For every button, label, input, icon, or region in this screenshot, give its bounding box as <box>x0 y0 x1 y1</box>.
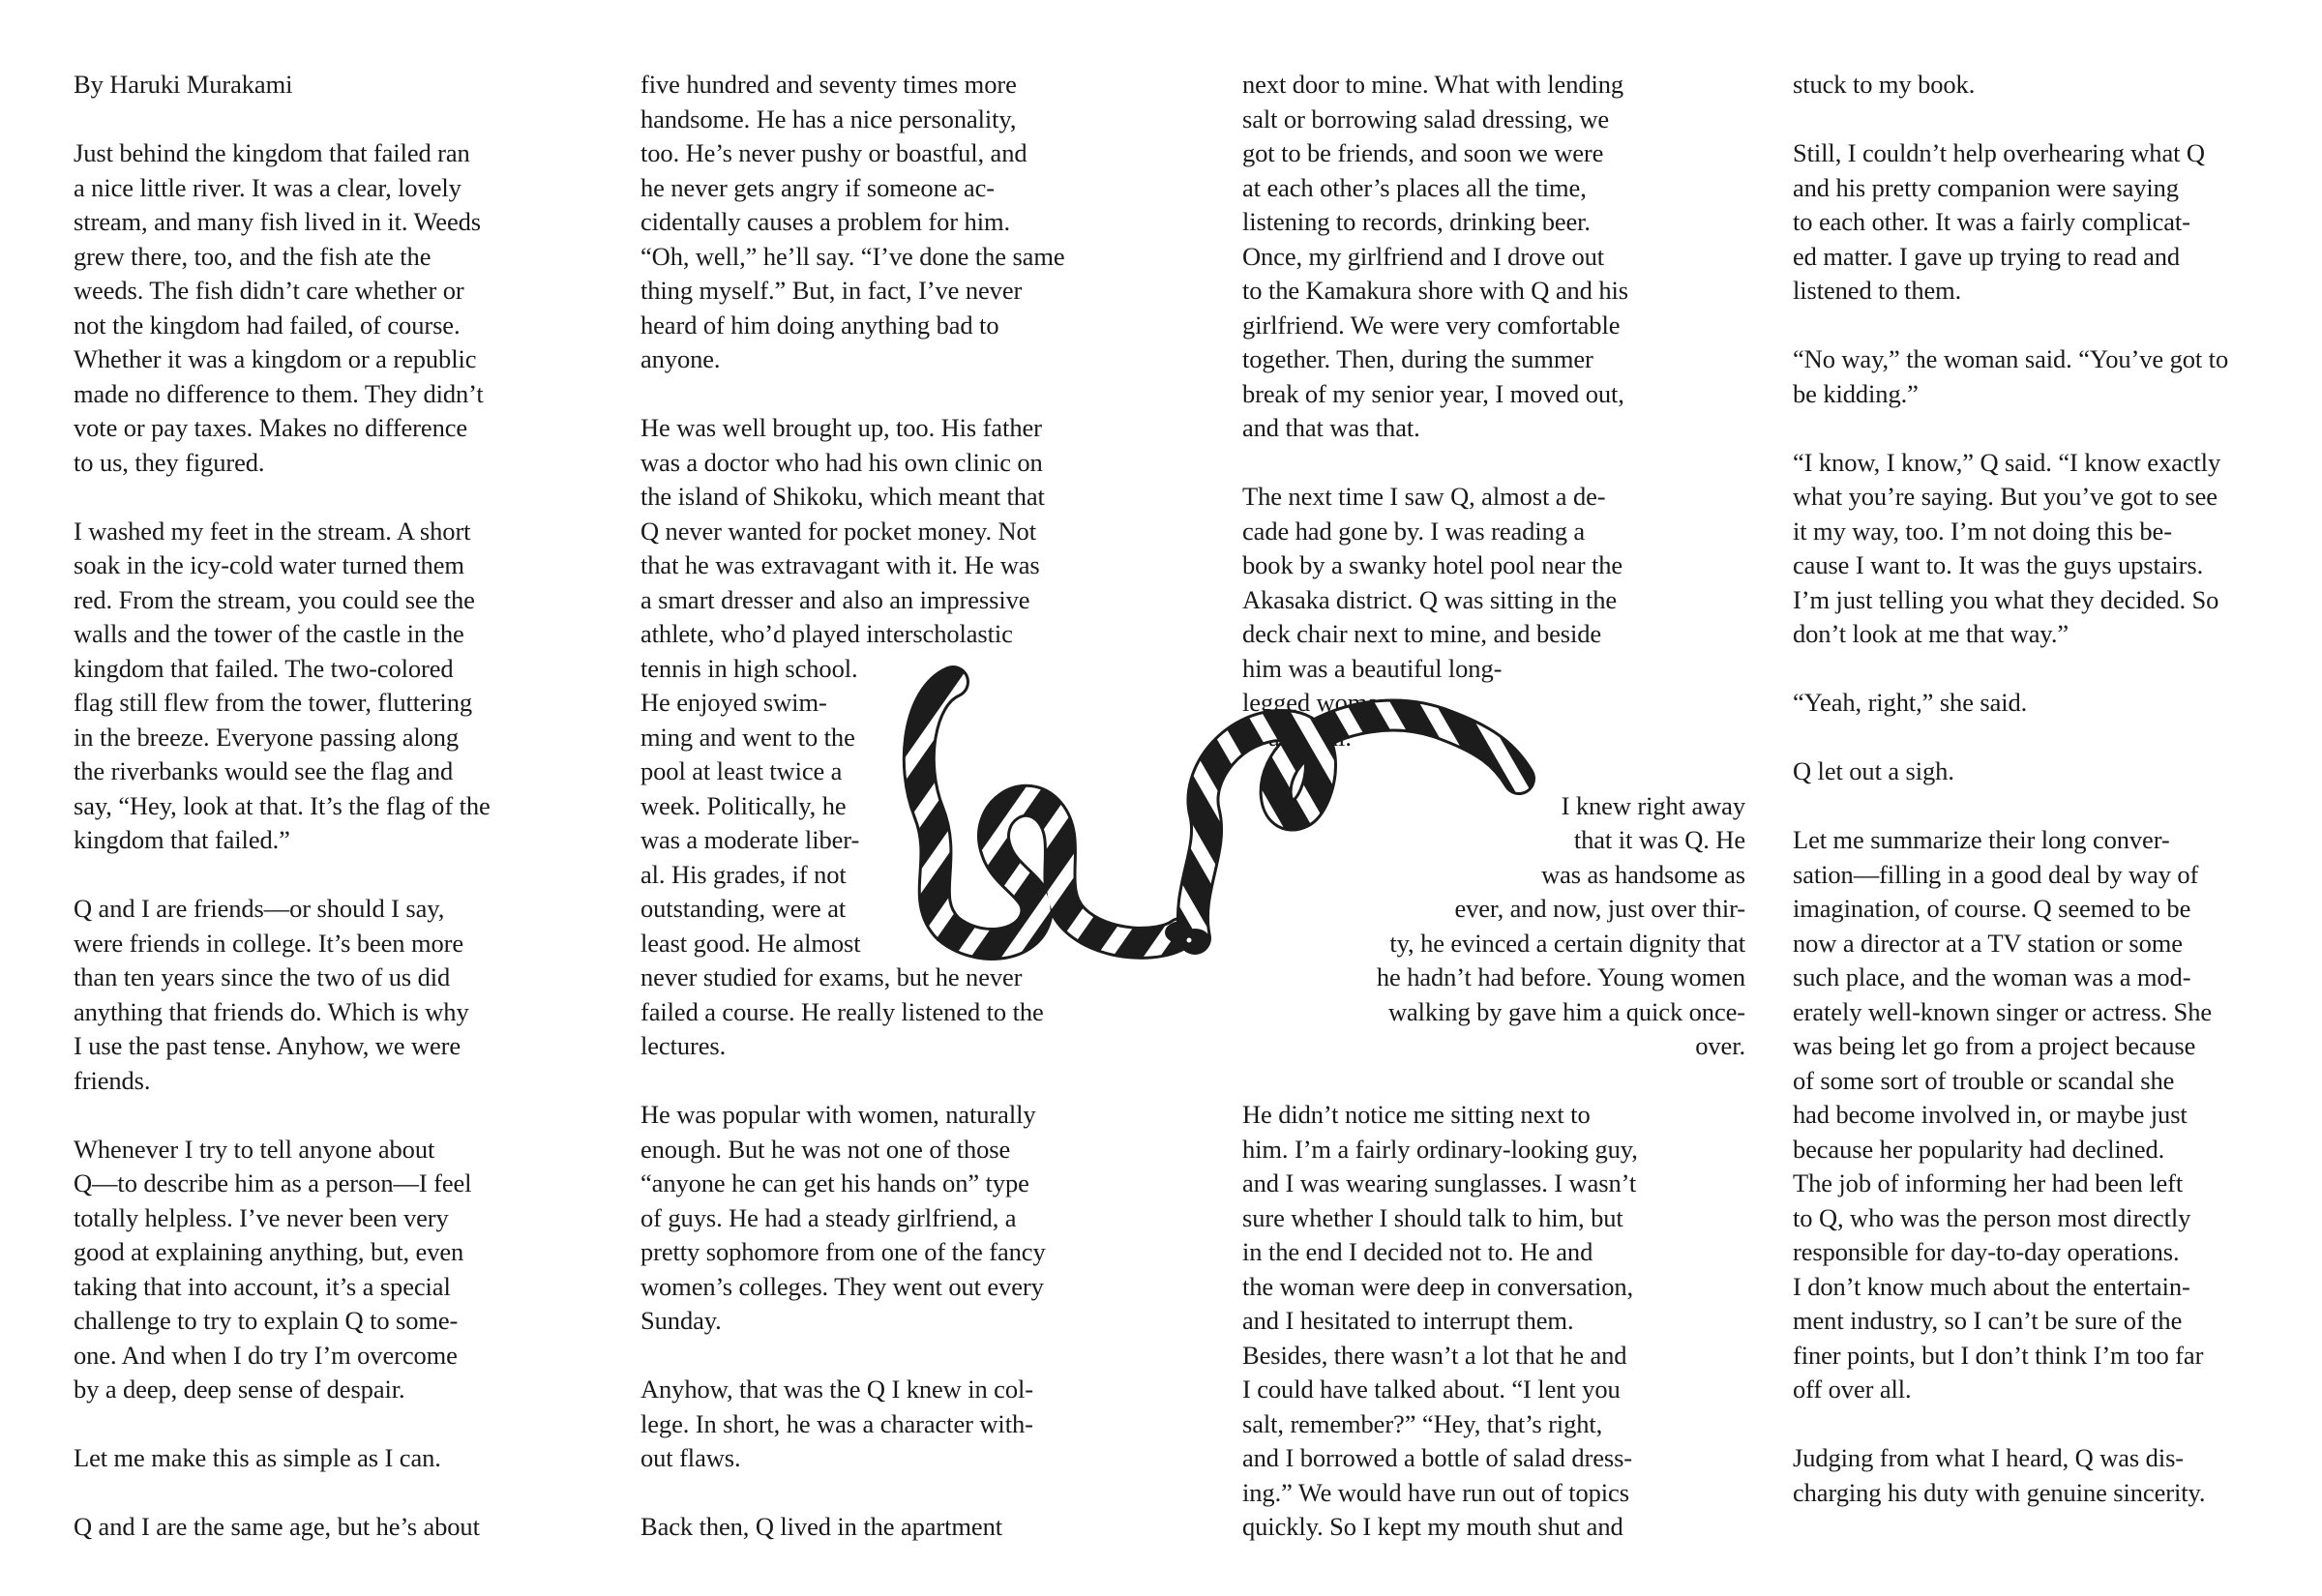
paragraph: I washed my feet in the stream. A short soak in the icy-cold water turned them red. From the stream, you could see the walls and the tower of the castle in the kingdom that failed. The two-colored flag still flew from the tower, fluttering in the breeze. Everyone passing along the riverbanks would see the flag and say, “Hey, look at that. It’s the flag of the kingdom that failed.” <box>74 516 491 854</box>
paragraph: “Yeah, right,” she said. <box>1793 688 2028 717</box>
paragraph: Q let out a sigh. <box>1793 756 1954 785</box>
paragraph: Q and I are friends—or should I say, were friends in college. It’s been more than ten years since the two of us did anything that friends do. Which is why I use the past tense. Anyhow, we were friends. <box>74 894 469 1095</box>
text-column-3 <box>1242 68 1745 1545</box>
paragraph: He was popular with women, naturally enough. But he was not one of those “anyone he can get his hands on” type of guys. He had a steady girlfriend, a pretty sophomore from one of the fancy women’s colleges. They went out every Sunday. <box>640 1100 1046 1335</box>
paragraph: Let me make this as simple as I can. <box>74 1443 441 1472</box>
paragraph: Just behind the kingdom that failed ran a nice little river. It was a clear, lovely stream, and many fish lived in it. Weeds grew there, too, and the fish ate the weeds. The fish didn’t care whether or not the kingdom had failed, of course. Whether it was a kingdom or a republic made no difference to them. They didn’t vote or pay taxes. Makes no difference to us, they figured. <box>74 138 484 477</box>
text-column-4 <box>1793 68 2296 1510</box>
byline: By Haruki Murakami <box>74 70 293 99</box>
paragraph: next door to mine. What with lending salt or borrowing salad dressing, we got to be friends, and soon we were at each other’s places all the time, listening to records, drinking beer. Once, my girlfriend and I drove out to the Kamakura shore with Q and his girlfriend. We were very comfortable together. Then, during the summer break of my senior year, I moved out, and that was that. <box>1242 70 1628 442</box>
paragraph: He didn’t notice me sitting next to him. I’m a fairly ordinary-looking guy, and I was wearing sunglasses. I wasn’t sure whether I should talk to him, but in the end I decided not to. He and the woman were deep in conversation, and I hesitated to interrupt them. Besides, there wasn’t a lot that he and I could have talked about. “I lent you salt, remember?” “Hey, that’s right, and I borrowed a bottle of salad dress- ing.” We would have run out of topics quickly. So I kept my mouth shut and <box>1242 1100 1638 1541</box>
paragraph-wrapped: The next time I saw Q, almost a de- cade had gone by. I was reading a book by a swanky hotel pool near the Akasaka district. Q was sitting in the deck chair next to mine, and beside him was a beautiful long- legged woman in a bikini. <box>1242 482 1623 752</box>
paragraph: Anyhow, that was the Q I knew in col- lege. In short, he was a character with- out flaws. <box>640 1374 1033 1472</box>
text-column-1 <box>74 68 577 1545</box>
paragraph-wrapped: He was well brought up, too. His father was a doctor who had his own clinic on the island of Shikoku, which meant that Q never wanted for pocket money. Not that he was extravagant with it. He was a smart dresser and also an impressive athlete, who’d played interscholastic tennis in high school. He enjoyed swim- ming and went to the pool at least twice a week. Politically, he was a moderate liber- al. His grades, if not outstanding, were at least good. He almost never studied for exams, but he never failed a course. He really listened to the lectures. <box>640 413 1045 1060</box>
paragraph-wrapped: I knew right away that it was Q. He was as handsome as ever, and now, just over thir- ty, he evinced a certain dignity that he hadn’t had before. Young women walking by gave him a quick once- over. <box>1376 790 1745 1060</box>
paragraph: Back then, Q lived in the apartment <box>640 1512 1003 1541</box>
paragraph: Whenever I try to tell anyone about Q—to describe him as a person—I feel totally helpless. I’ve never been very good at explaining anything, but, even taking that into account, it’s a special challenge to try to explain Q to some- one. And when I do try I’m overcome by a deep, deep sense of despair. <box>74 1134 472 1404</box>
paragraph: stuck to my book. <box>1793 70 1976 99</box>
paragraph: Let me summarize their long conver- sation—filling in a good deal by way of imagination, of course. Q seemed to be now a director at a TV station or some such place, and the woman was a mod- erately well-known singer or actress. She was being let go from a project because of some sort of trouble or scandal she had become involved in, or maybe just because her popularity had declined. The job of informing her had been left to Q, who was the person most directly responsible for day-to-day operations. I don’t know much about the entertain- ment industry, so I can’t be sure of the finer points, but I don’t think I’m too far off over all. <box>1793 825 2213 1404</box>
paragraph: “No way,” the woman said. “You’ve got to be kidding.” <box>1793 344 2229 408</box>
text-column-2 <box>640 68 1144 1545</box>
paragraph: Q and I are the same age, but he’s about <box>74 1512 480 1541</box>
paragraph: Judging from what I heard, Q was dis- charging his duty with genuine sincerity. <box>1793 1443 2206 1507</box>
paragraph: Still, I couldn’t help overhearing what Q and his pretty companion were saying to each other. It was a fairly complicat- ed matter. I gave up trying to read and listened to them. <box>1793 138 2205 305</box>
paragraph: five hundred and seventy times more handsome. He has a nice personality, too. He’s never pushy or boastful, and he never gets angry if someone ac- cidentally causes a problem for him. “Oh, well,” he’ll say. “I’ve done the same thing myself.” But, in fact, I’ve never heard of him doing anything bad to anyone. <box>640 70 1065 373</box>
paragraph: “I know, I know,” Q said. “I know exactly what you’re saying. But you’ve got to see it my way, too. I’m not doing this be- cause I want to. It was the guys upstairs. I’m just telling you what they decided. So don’t look at me that way.” <box>1793 447 2221 648</box>
